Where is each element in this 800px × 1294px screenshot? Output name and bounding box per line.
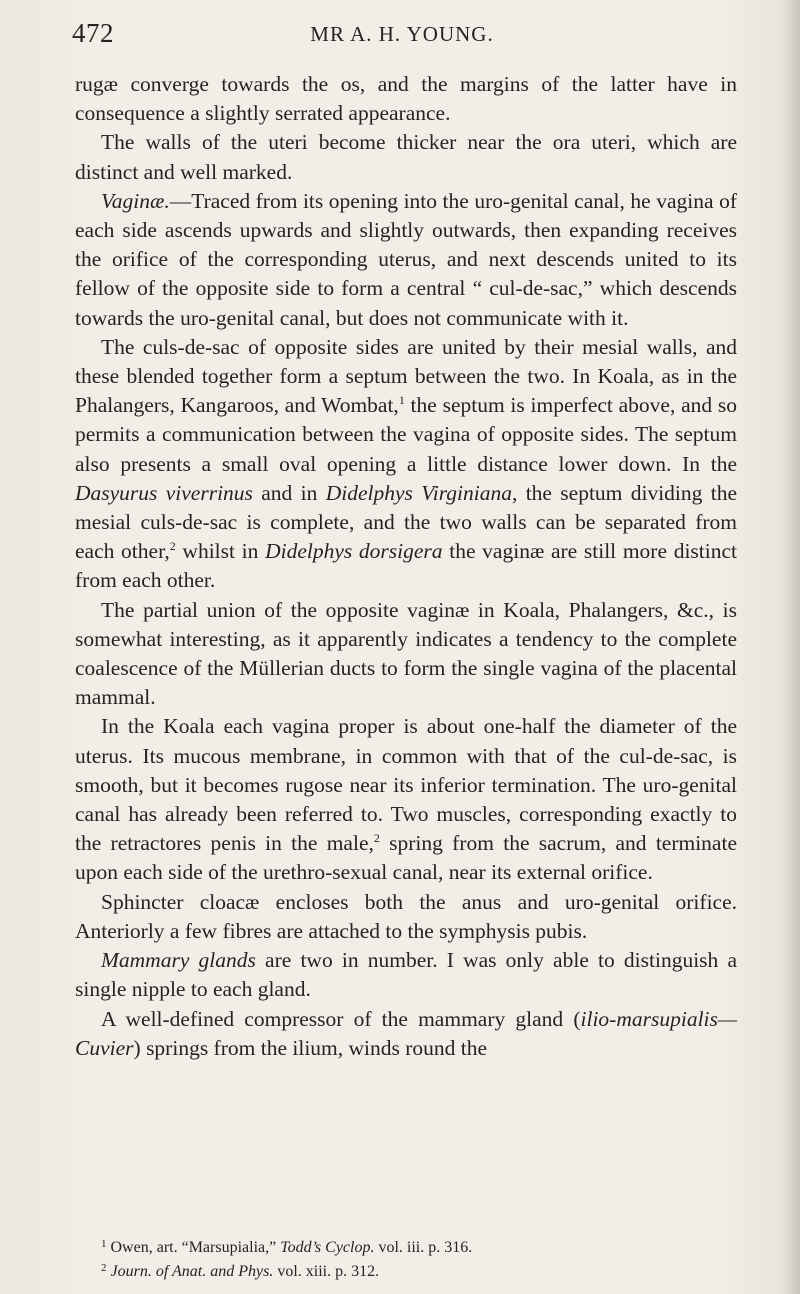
paragraph bbox=[75, 712, 737, 887]
italic-text: Todd’s Cyclop. bbox=[280, 1239, 375, 1256]
italic-text: Didelphys Virginiana, bbox=[325, 480, 518, 505]
footnote-reference: 2 bbox=[373, 831, 380, 846]
running-head: MR A. H. YOUNG. bbox=[310, 22, 494, 46]
text-run: vol. xiii. p. 312. bbox=[273, 1263, 380, 1280]
italic-text: ilio-marsupialis—Cuvier bbox=[75, 1006, 737, 1060]
text-run: whilst in bbox=[175, 539, 266, 564]
text-run: the vaginæ are still more distinct from each other. bbox=[75, 539, 737, 593]
italic-text: Journ. of Anat. and Phys. bbox=[110, 1263, 274, 1280]
paragraph bbox=[75, 128, 737, 186]
footnote-reference: 2 bbox=[169, 539, 176, 554]
text-run: rugæ converge towards the os, and the margins of the latter have in consequence a slightly serrated appearance. bbox=[75, 72, 737, 126]
italic-text: Dasyurus viverrinus bbox=[75, 480, 253, 505]
text-run: Sphincter cloacæ encloses both the anus and uro-genital orifice. Anteriorly a few fibres are attached to the symphysis pubis. bbox=[75, 889, 737, 943]
text-run: the septum dividing the mesial culs-de-sac is complete, and the two walls can be separated from each other, bbox=[75, 480, 738, 564]
text-run: ) springs from the ilium, winds round the bbox=[133, 1035, 488, 1060]
paragraph bbox=[75, 946, 737, 1004]
paragraph bbox=[75, 187, 737, 333]
paragraph bbox=[75, 1005, 737, 1063]
italic-text: Mammary glands bbox=[101, 948, 256, 973]
page-number: 472 bbox=[72, 18, 114, 48]
text-run: —Traced from its opening into the uro-genital canal, he vagina of each side ascends upwards and slightly outwards, then expanding receives the orifice of the corresponding uterus, and next descends united to its fellow of the opposite side to form a central “ cul-de-sac,” which descends towards the uro-genital canal, but does not communicate with it. bbox=[75, 188, 737, 330]
text-run: vol. iii. p. 316. bbox=[374, 1239, 473, 1256]
paragraph bbox=[75, 596, 737, 713]
text-run: spring from the sacrum, and terminate upon each side of the urethro-sexual canal, near its external orifice. bbox=[75, 831, 737, 885]
text-run: The walls of the uteri become thicker near the ora uteri, which are distinct and well marked. bbox=[75, 130, 737, 184]
text-run: Owen, art. “Marsupialia,” bbox=[110, 1239, 281, 1256]
footnotes bbox=[75, 1234, 737, 1282]
footnote-mark: 1 bbox=[101, 1238, 107, 1250]
paragraph bbox=[75, 70, 737, 128]
footnote-reference: 1 bbox=[398, 393, 405, 408]
page-edge-shadow bbox=[782, 0, 800, 1294]
paragraph bbox=[75, 888, 737, 946]
text-run: the septum is imperfect above, and so permits a communication between the vagina of opposite sides. The septum also presents a small oval opening a little distance lower down. In the bbox=[75, 393, 737, 476]
text-run: The culs-de-sac of opposite sides are united by their mesial walls, and these blended together form a septum between the two. In Koala, as in the Phalangers, Kangaroos, and Wombat, bbox=[75, 334, 737, 418]
text-run: and in bbox=[252, 480, 326, 505]
text-run: A well-defined compressor of the mammary gland ( bbox=[101, 1006, 581, 1031]
footnote bbox=[75, 1234, 737, 1258]
text-run: In the Koala each vagina proper is about one-half the diameter of the uterus. Its mucous membrane, in common with that of the cul-de-sac, is smooth, but it becomes rugose near its inferior termination. The uro-genital canal has already been referred to. Two muscles, corresponding exactly to the retractores penis in the male, bbox=[75, 714, 737, 856]
italic-text: Vaginæ. bbox=[101, 188, 170, 213]
page-header bbox=[72, 18, 732, 54]
text-run: The partial union of the opposite vaginæ in Koala, Phalangers, &c., is somewhat interesting, as it apparently indicates a tendency to the complete coalescence of the Müllerian ducts to form the single vagina of the placental mammal. bbox=[75, 597, 737, 710]
italic-text: Didelphys dorsigera bbox=[265, 539, 443, 564]
paragraph bbox=[75, 333, 737, 596]
text-run: are two in number. I was only able to distinguish a single nipple to each gland. bbox=[75, 948, 737, 1002]
body-text bbox=[75, 70, 737, 1063]
footnote bbox=[75, 1258, 737, 1282]
footnote-mark: 2 bbox=[101, 1262, 107, 1274]
